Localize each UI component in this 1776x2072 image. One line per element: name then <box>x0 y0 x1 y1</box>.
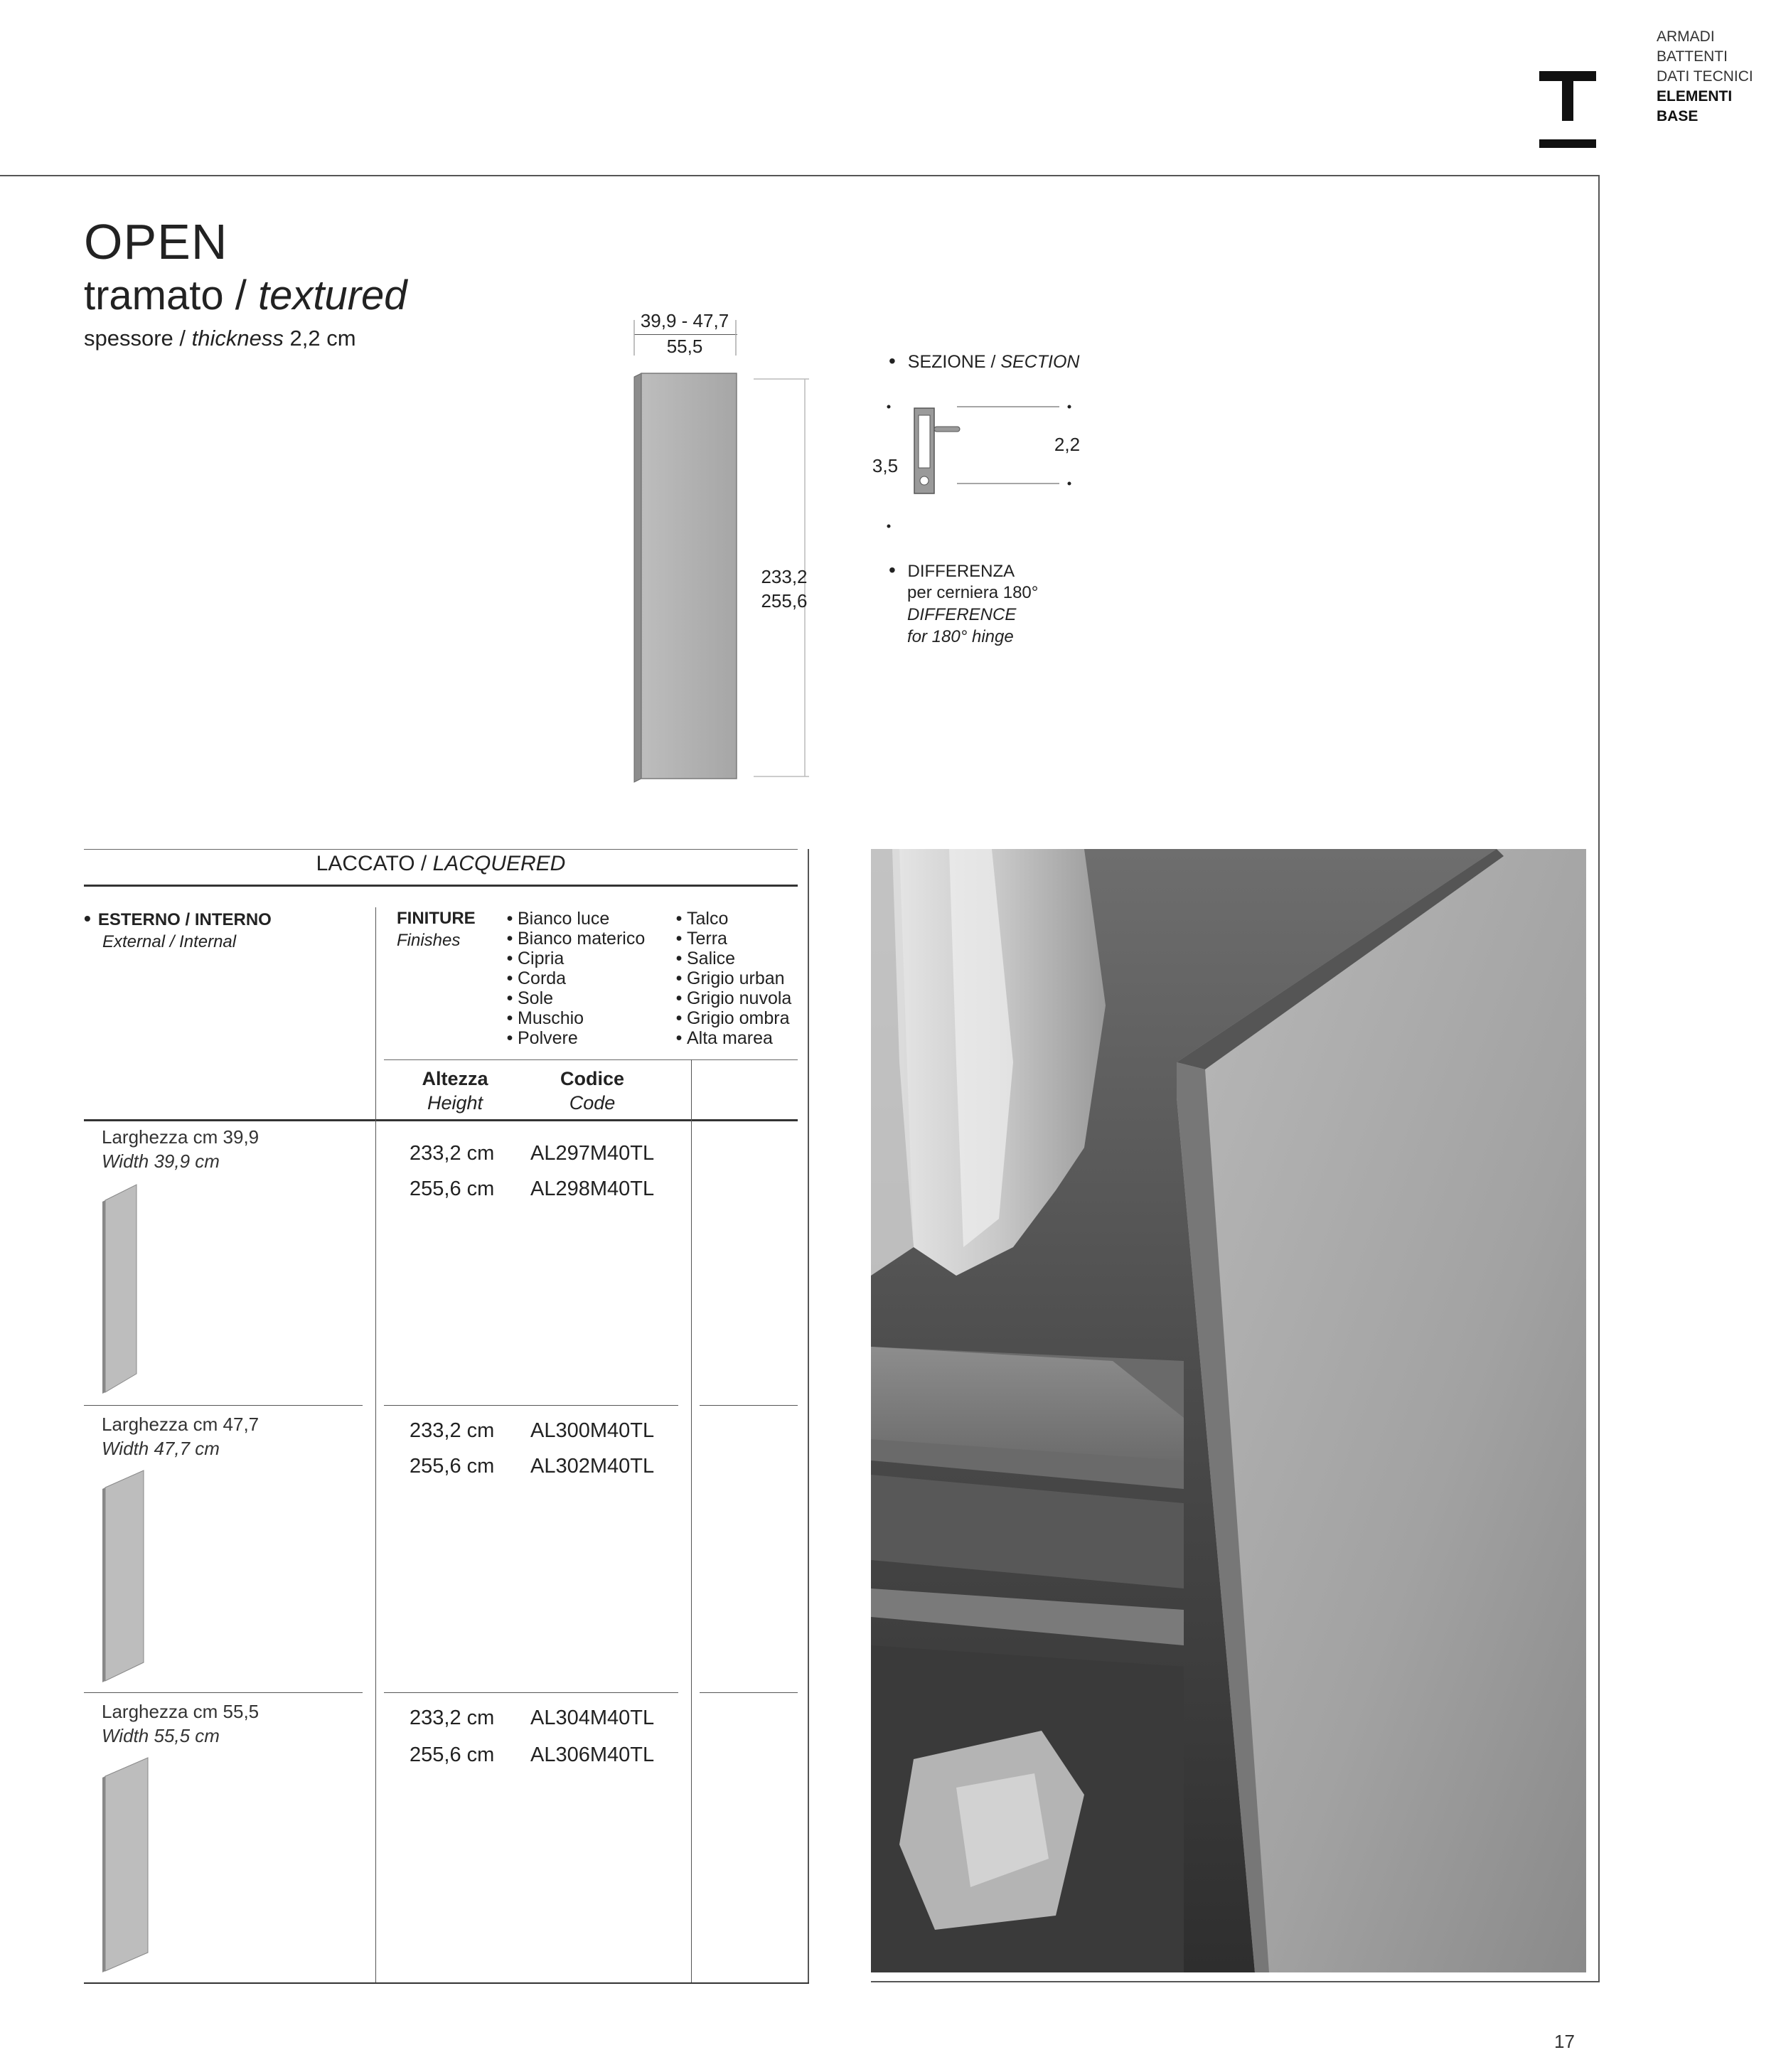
row-divider <box>84 1692 363 1693</box>
product-name: OPEN <box>84 214 228 269</box>
panel-thumbnail-47-7 <box>100 1468 149 1684</box>
nav-item-dati-tecnici[interactable]: DATI TECNICI <box>1657 68 1753 85</box>
row1-height-1: 233,2 cm <box>410 1142 495 1165</box>
row-divider <box>700 1405 798 1406</box>
ext-int-label: • ESTERNO / INTERNO External / Internal <box>84 907 272 953</box>
difference-title: • DIFFERENZA <box>889 559 1015 582</box>
table-vline-3 <box>808 849 809 1984</box>
row3-code-1: AL304M40TL <box>530 1707 655 1729</box>
header-nav <box>1657 27 1776 127</box>
header-divider <box>0 175 1600 176</box>
finish-item: • Grigio nuvola <box>671 988 791 1008</box>
row3-height-2: 255,6 cm <box>410 1743 495 1766</box>
row-width-label: Larghezza cm 47,7 Width 47,7 cm <box>102 1414 260 1459</box>
difference-notes: per cerniera 180° DIFFERENCE for 180° hinge <box>907 583 1039 646</box>
product-thickness: spessore / thickness 2,2 cm <box>84 326 356 351</box>
page-number: 17 <box>1554 2031 1575 2052</box>
table-vline-2 <box>691 1059 692 1984</box>
width-dimension-bottom: 55,5 <box>666 336 703 357</box>
row-width-label: Larghezza cm 55,5 Width 55,5 cm <box>102 1701 260 1746</box>
panel-thumbnail-39-9 <box>100 1182 142 1395</box>
finish-item: • Salice <box>671 949 791 968</box>
row1-height-2: 255,6 cm <box>410 1177 495 1200</box>
section-dim-right: 2,2 <box>1054 434 1081 455</box>
finish-item: • Terra <box>671 929 791 949</box>
table-bottom-border <box>84 1982 809 1984</box>
finish-item: • Talco <box>671 909 791 929</box>
finish-item: • Alta marea <box>671 1028 791 1048</box>
finish-item: • Grigio ombra <box>671 1008 791 1028</box>
width-dimension-top: 39,9 - 47,7 <box>640 310 729 331</box>
frame-bottom-border <box>871 1981 1600 1982</box>
table-title-divider <box>84 885 798 887</box>
nav-item-elementi-base[interactable]: ELEMENTI BASE <box>1657 88 1733 124</box>
table-vline-1 <box>375 907 376 1984</box>
panel-thumbnail-55-5 <box>100 1755 154 1975</box>
row-divider <box>384 1405 678 1406</box>
code-column-header: Codice Code <box>560 1068 625 1114</box>
section-profile-diagram <box>879 398 1078 533</box>
height-dimension-top: 233,2 <box>761 566 808 587</box>
row-divider <box>700 1692 798 1693</box>
row-divider <box>384 1692 678 1693</box>
finish-item: • Cipria <box>502 949 645 968</box>
column-header-top-border <box>384 1059 798 1060</box>
row1-code-1: AL297M40TL <box>530 1142 655 1165</box>
finish-item: • Muschio <box>502 1008 645 1028</box>
row3-code-2: AL306M40TL <box>530 1743 655 1766</box>
row3-height-1: 233,2 cm <box>410 1707 495 1729</box>
finish-item: • Sole <box>502 988 645 1008</box>
nav-item-battenti[interactable]: BATTENTI <box>1657 48 1728 65</box>
finish-item: • Bianco luce <box>502 909 645 929</box>
height-column-header: Altezza Height <box>422 1068 488 1114</box>
section-dim-left: 3,5 <box>872 455 899 476</box>
table-title: LACCATO / LACQUERED <box>316 852 566 875</box>
section-label: • SEZIONE / SECTION <box>889 350 1079 373</box>
row2-code-1: AL300M40TL <box>530 1419 655 1442</box>
finish-item: • Polvere <box>502 1028 645 1048</box>
finish-item: • Corda <box>502 968 645 988</box>
row-width-label: Larghezza cm 39,9 Width 39,9 cm <box>102 1126 260 1172</box>
product-finish: tramato / textured <box>84 272 407 319</box>
row2-height-2: 255,6 cm <box>410 1455 495 1478</box>
row-divider <box>84 1405 363 1406</box>
row2-height-1: 233,2 cm <box>410 1419 495 1442</box>
finish-item: • Bianco materico <box>502 929 645 949</box>
finishes-label: FINITURE Finishes <box>397 909 476 950</box>
finishes-list-1 <box>502 909 645 1048</box>
t-logo-icon <box>1539 63 1596 155</box>
table-top-border <box>84 849 798 850</box>
frame-right-border <box>1598 175 1600 1982</box>
product-photo <box>871 849 1586 1972</box>
row2-code-2: AL302M40TL <box>530 1455 655 1478</box>
height-dimension-bottom: 255,6 <box>761 590 808 612</box>
finish-item: • Grigio urban <box>671 968 791 988</box>
finishes-list-2 <box>671 909 791 1048</box>
row1-code-2: AL298M40TL <box>530 1177 655 1200</box>
panel-diagram <box>626 313 811 789</box>
nav-item-armadi[interactable]: ARMADI <box>1657 28 1715 45</box>
